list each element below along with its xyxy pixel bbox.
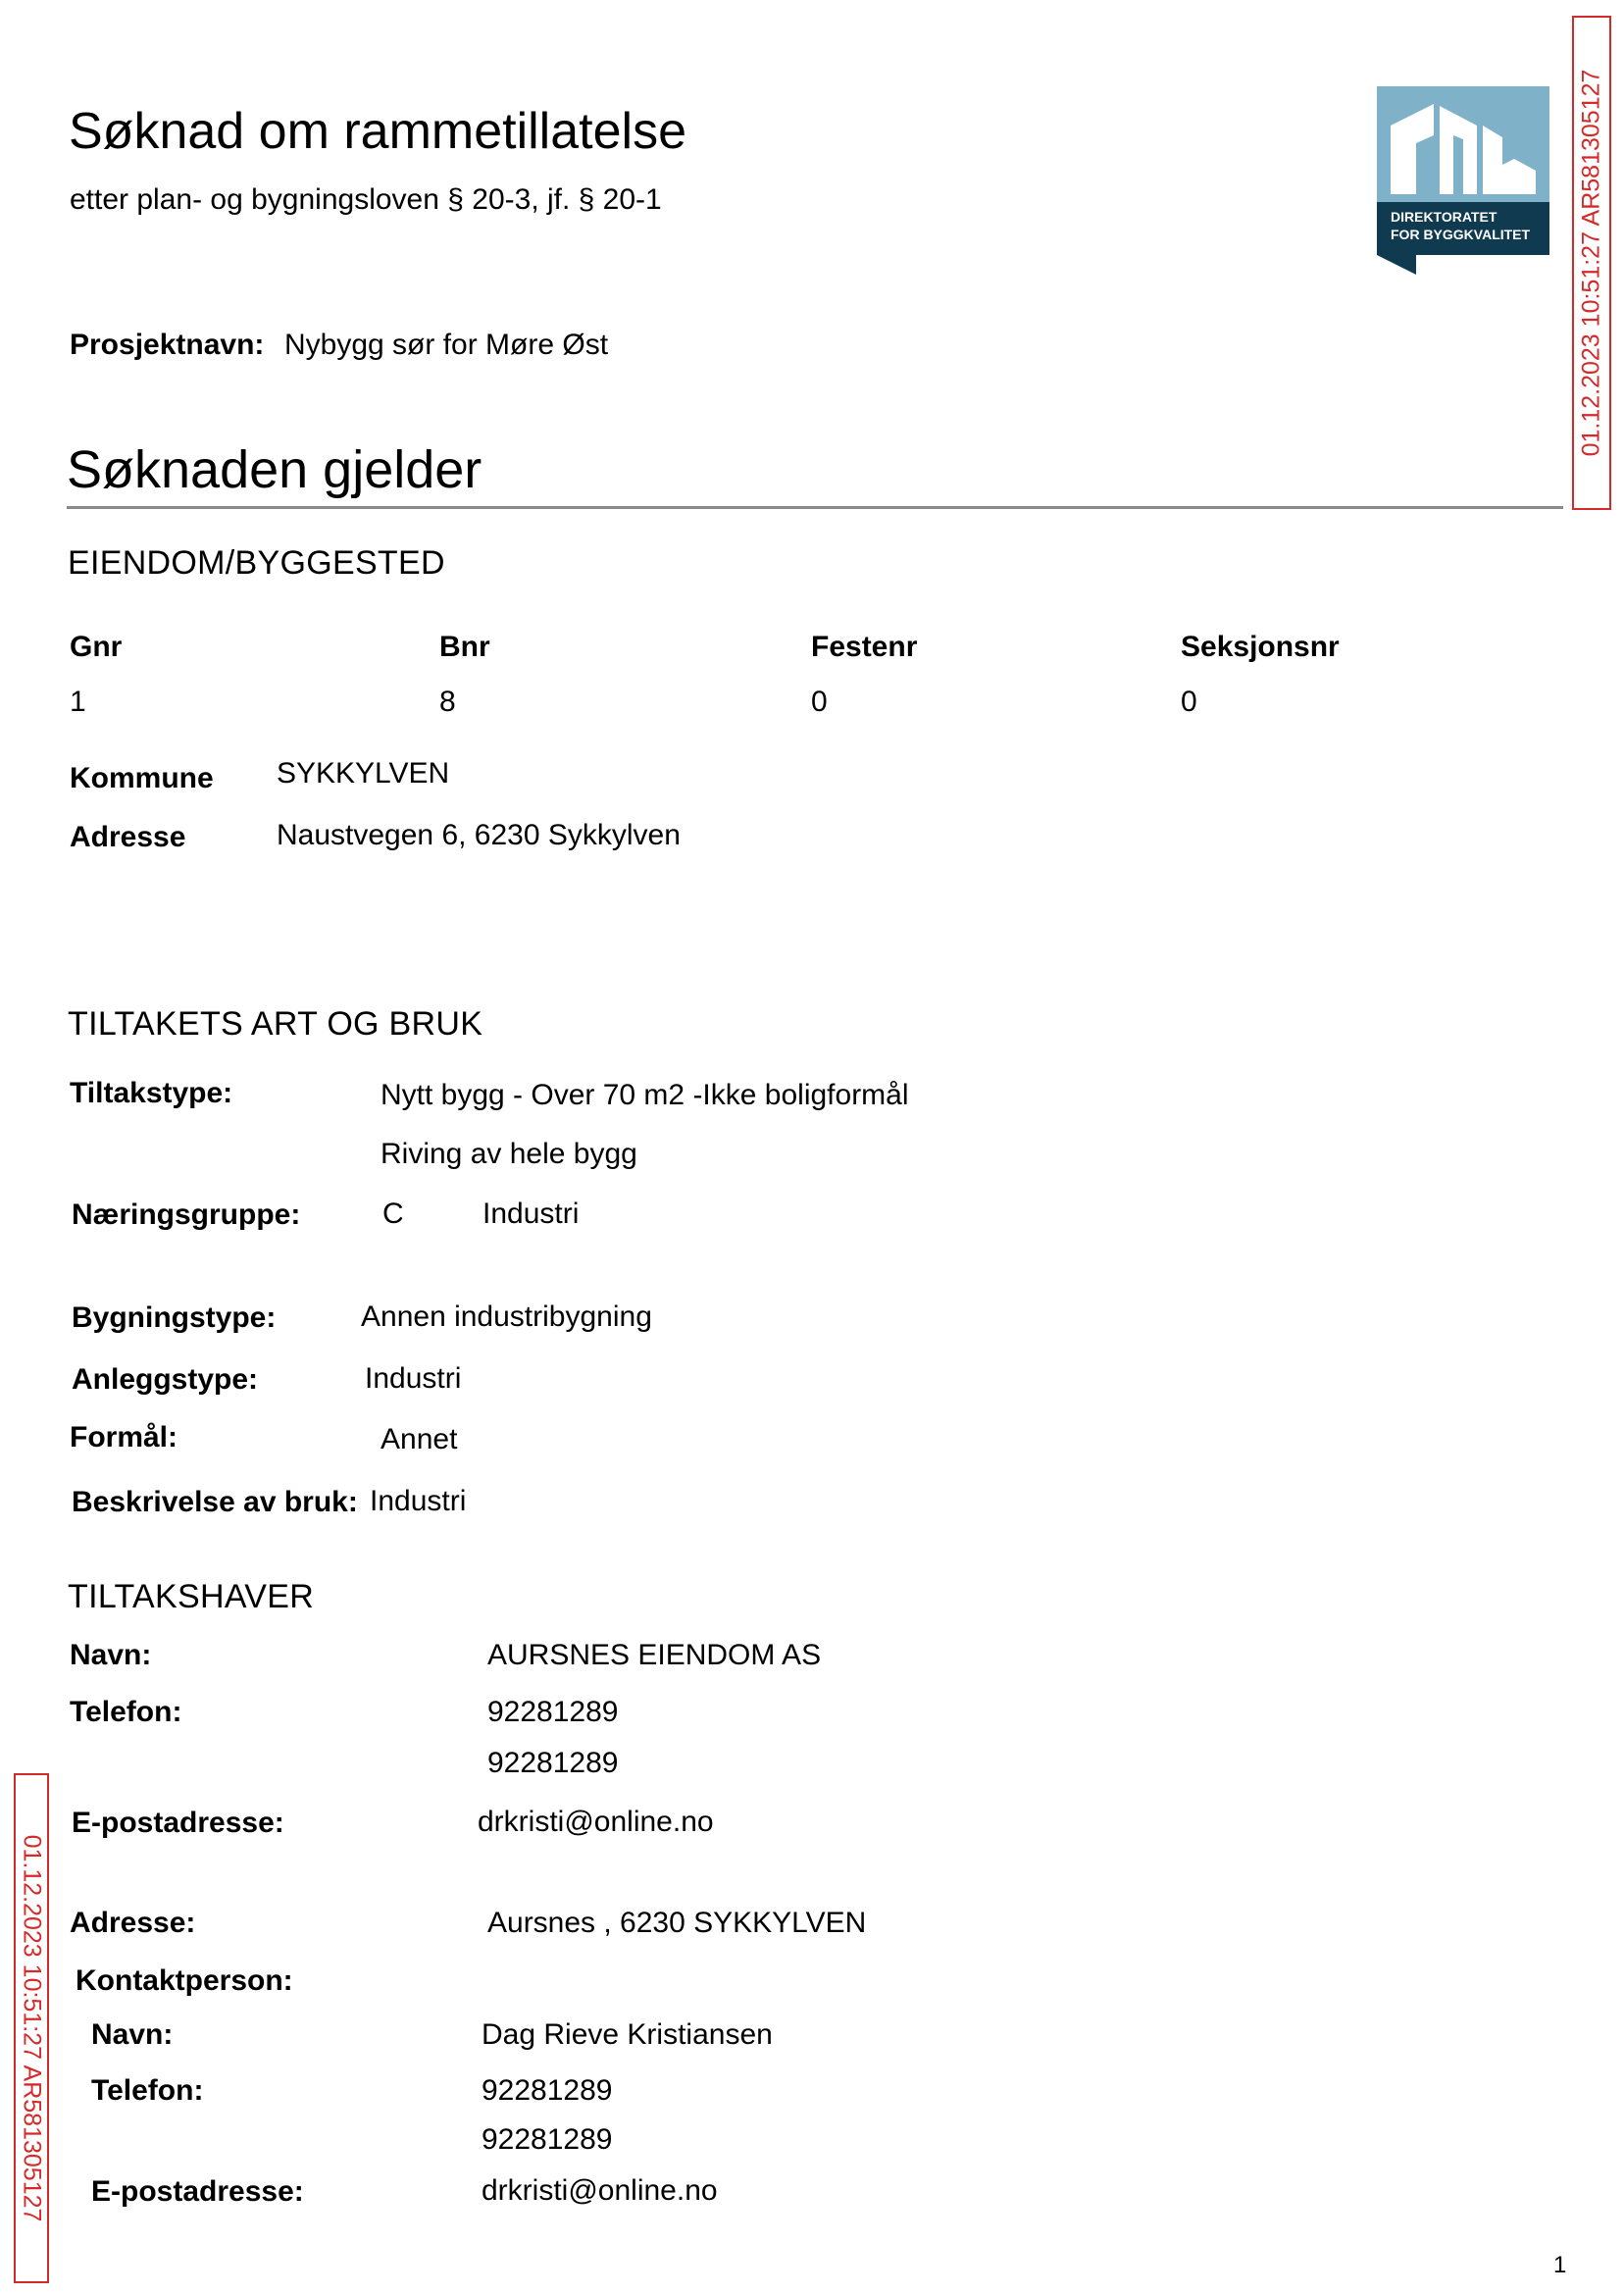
kommune-label: Kommune xyxy=(70,762,214,794)
gnr-label: Gnr xyxy=(70,631,123,663)
section-heading-tiltakshaver: TILTAKSHAVER xyxy=(68,1578,315,1615)
project-name-label: Prosjektnavn: xyxy=(70,329,265,361)
adresse-label: Adresse xyxy=(70,821,186,853)
gnr-value: 1 xyxy=(70,686,86,718)
document-subtitle: etter plan- og bygningsloven § 20-3, jf. § 20-1 xyxy=(70,183,662,216)
heading-divider xyxy=(67,506,1563,509)
logo-line2: FOR BYGGKVALITET xyxy=(1391,227,1531,242)
section-heading-tiltak: TILTAKETS ART OG BRUK xyxy=(68,1005,483,1043)
document-title: Søknad om rammetillatelse xyxy=(69,103,686,160)
stamp-text-right: 01.12.2023 10:51:27 AR581305127 xyxy=(1577,69,1605,457)
kontakt-telefon-value-2: 92281289 xyxy=(482,2123,613,2156)
tiltakstype-value-2: Riving av hele bygg xyxy=(381,1138,637,1170)
dibk-logo xyxy=(1377,86,1549,275)
bnr-label: Bnr xyxy=(439,631,490,663)
tiltakshaver-telefon-label: Telefon: xyxy=(70,1696,182,1728)
naeringsgruppe-code: C xyxy=(382,1198,404,1230)
anleggstype-label: Anleggstype: xyxy=(72,1363,259,1396)
beskrivelse-label: Beskrivelse av bruk: xyxy=(72,1486,358,1518)
bygningstype-value: Annen industribygning xyxy=(361,1300,652,1333)
festenr-label: Festenr xyxy=(811,631,918,663)
adresse-value: Naustvegen 6, 6230 Sykkylven xyxy=(277,819,681,851)
project-name-value: Nybygg sør for Møre Øst xyxy=(284,329,609,361)
main-heading: Søknaden gjelder xyxy=(67,440,482,499)
section-heading-property: EIENDOM/BYGGESTED xyxy=(68,544,445,582)
tiltakshaver-telefon-value-1: 92281289 xyxy=(487,1696,619,1728)
tiltakshaver-adresse-label: Adresse: xyxy=(70,1907,196,1939)
tiltakshaver-navn-value: AURSNES EIENDOM AS xyxy=(487,1639,822,1671)
seksjonsnr-label: Seksjonsnr xyxy=(1181,631,1340,663)
kommune-value: SYKKYLVEN xyxy=(277,757,450,790)
logo-line1: DIREKTORATET xyxy=(1391,209,1497,225)
bnr-value: 8 xyxy=(439,686,456,718)
formal-value: Annet xyxy=(381,1423,458,1455)
page-number: 1 xyxy=(1553,2252,1567,2278)
tiltakshaver-adresse-value: Aursnes , 6230 SYKKYLVEN xyxy=(487,1907,867,1939)
tiltakshaver-epost-label: E-postadresse: xyxy=(72,1807,284,1839)
dibk-logo-graphic xyxy=(1377,86,1549,275)
kontakt-navn-value: Dag Rieve Kristiansen xyxy=(482,2018,773,2051)
formal-label: Formål: xyxy=(70,1421,178,1453)
timestamp-stamp-right xyxy=(1572,16,1611,510)
seksjonsnr-value: 0 xyxy=(1181,686,1197,718)
tiltakshaver-telefon-value-2: 92281289 xyxy=(487,1747,619,1779)
festenr-value: 0 xyxy=(811,686,828,718)
kontakt-epost-value: drkristi@online.no xyxy=(482,2174,718,2207)
kontakt-navn-label: Navn: xyxy=(91,2018,174,2051)
tiltakstype-value-1: Nytt bygg - Over 70 m2 -Ikke boligformål xyxy=(381,1079,909,1111)
kontakt-telefon-label: Telefon: xyxy=(91,2074,204,2107)
kontakt-epost-label: E-postadresse: xyxy=(91,2175,304,2208)
kontaktperson-label: Kontaktperson: xyxy=(76,1964,293,1997)
tiltakshaver-epost-value: drkristi@online.no xyxy=(478,1806,714,1838)
tiltakstype-label: Tiltakstype: xyxy=(70,1077,233,1109)
kontakt-telefon-value-1: 92281289 xyxy=(482,2074,613,2107)
timestamp-stamp-left xyxy=(14,1773,49,2283)
naeringsgruppe-value: Industri xyxy=(482,1198,580,1230)
bygningstype-label: Bygningstype: xyxy=(72,1301,277,1334)
beskrivelse-value: Industri xyxy=(370,1485,467,1517)
naeringsgruppe-label: Næringsgruppe: xyxy=(72,1198,301,1231)
anleggstype-value: Industri xyxy=(365,1362,462,1395)
tiltakshaver-navn-label: Navn: xyxy=(70,1639,152,1671)
stamp-text-left: 01.12.2023 10:51:27 AR581305127 xyxy=(18,1834,46,2222)
